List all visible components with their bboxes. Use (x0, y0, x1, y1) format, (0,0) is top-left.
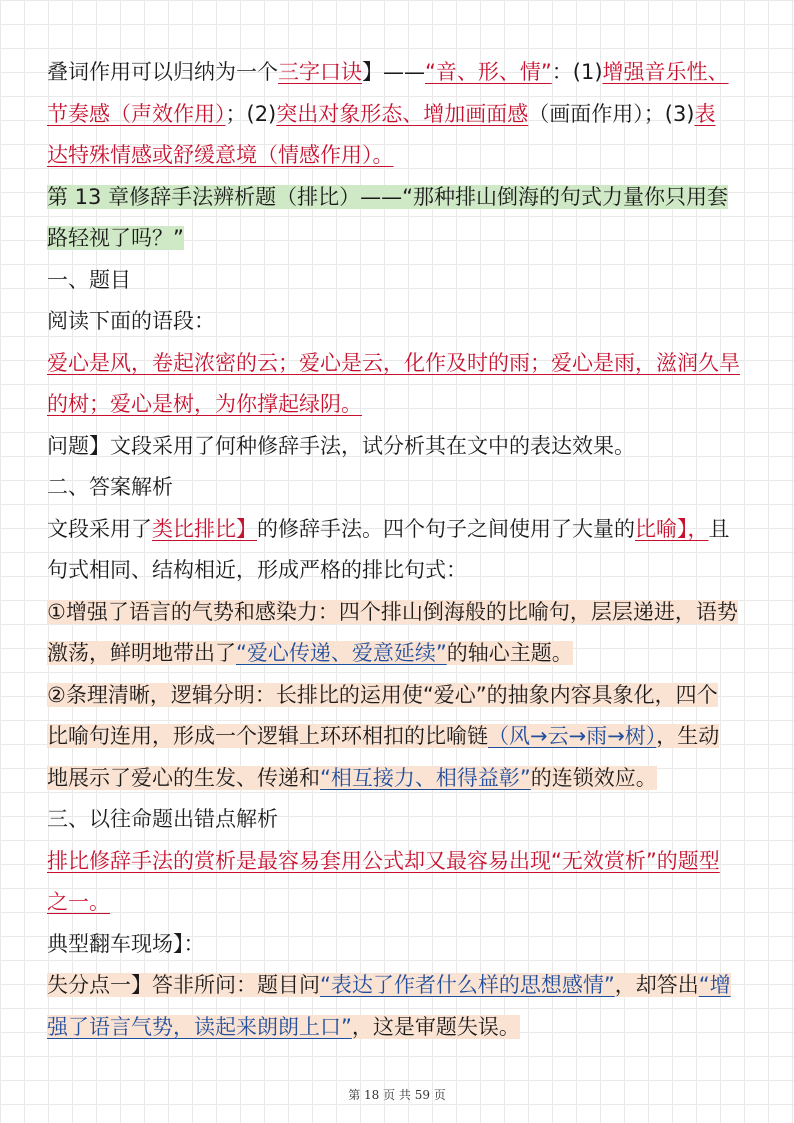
text: 地展示了爱心的生发、传递和 (47, 765, 320, 790)
text: 叠词作用可以归纳为一个 (47, 60, 278, 84)
point2-line2 (47, 716, 747, 758)
document-body (47, 52, 747, 1048)
red-underlined-text: 节奏感（声效作用） (47, 101, 226, 126)
blue-underlined-text: “爱心传递、爱意延续” (236, 641, 447, 665)
point-text: ①增强了语言的气势和感染力：四个排山倒海般的比喻句，层层递进，语势 (47, 599, 738, 624)
point2-line1 (47, 675, 747, 717)
passage-text: 爱心是风，卷起浓密的云；爱心是云，化作及时的雨；爱心是雨，滋润久旱 (47, 350, 740, 375)
chapter-heading-line1 (47, 177, 747, 219)
text: 失分点一】答非所问：题目问 (47, 973, 320, 997)
point1-line1 (47, 592, 747, 634)
blue-underlined-text: “表达了作者什么样的思想感情” (320, 973, 615, 997)
red-underlined-text: 比喻】， (635, 516, 709, 541)
text: 文段采用了 (47, 516, 152, 541)
section2-title: 二、答案解析 (47, 475, 173, 499)
p1-line2 (47, 94, 747, 136)
text: 比喻句连用，形成一个逻辑上环环相扣的比喻链 (47, 724, 488, 748)
red-underlined-text: 增强音乐性、 (602, 60, 729, 84)
loss1-line1 (47, 965, 747, 1007)
blue-underlined-text: “增 (698, 973, 731, 997)
text: ，生动 (656, 724, 720, 748)
text: 】—— (362, 60, 425, 84)
text: 且 (708, 516, 730, 541)
text: 的连锁效应。 (530, 765, 657, 790)
answer-line1 (47, 509, 747, 551)
section1-title: 一、题目 (47, 267, 131, 292)
text: ，却答出 (614, 973, 699, 997)
text: ：(1) (551, 60, 603, 84)
point-highlight (47, 973, 731, 997)
chapter-heading: 第 13 章修辞手法辨析题（排比）——“那种排山倒海的句式力量你只用套 (47, 184, 728, 209)
chapter-heading: 路轻视了吗？” (47, 226, 184, 250)
error-intro-line2 (47, 882, 747, 924)
loss1-line2 (47, 1007, 747, 1049)
text: 的修辞手法。四个句子之间使用了大量的 (257, 516, 635, 541)
point-highlight (47, 724, 719, 748)
red-underlined-text: 三字口诀 (278, 60, 362, 84)
text: （画面作用）；(3) (528, 101, 695, 126)
red-underlined-text: 类比排比】 (152, 516, 257, 541)
blue-underlined-text: “相互接力、相得益彰” (320, 765, 531, 790)
red-underlined-text: 表 (694, 101, 716, 126)
passage-text: 的树；爱心是树，为你撑起绿阴。 (47, 392, 362, 416)
red-underlined-text: 之一。 (47, 890, 110, 914)
text: ；(2) (225, 101, 277, 126)
red-underlined-text: 达特殊情感或舒缓意境（情感作用）。 (47, 143, 394, 167)
red-underlined-text: 排比修辞手法的赏析是最容易套用公式却又最容易出现“无效赏析”的题型 (47, 848, 720, 873)
p1-line1 (47, 52, 747, 94)
point-text: ②条理清晰，逻辑分明：长排比的运用使“爱心”的抽象内容具象化，四个 (47, 682, 718, 707)
passage-line1 (47, 343, 747, 385)
text: ，这是审题失误。 (351, 1014, 520, 1039)
read-prompt: 阅读下面的语段： (47, 309, 215, 333)
red-underlined-text: “音、形、情” (425, 60, 552, 84)
point-highlight (47, 1015, 520, 1039)
point-highlight (47, 641, 573, 665)
typical-heading: 典型翻车现场】： (47, 931, 205, 956)
point2-line3 (47, 758, 747, 800)
page-number: 第 18 页 共 59 页 (348, 1088, 446, 1102)
question: 问题】文段采用了何种修辞手法，试分析其在文中的表达效果。 (47, 433, 635, 458)
red-underlined-text: 突出对象形态、增加画面感 (276, 101, 529, 126)
point-highlight (47, 766, 657, 790)
text: 的轴心主题。 (446, 641, 573, 665)
error-intro-line1 (47, 841, 747, 883)
blue-underlined-text: （风→云→雨→树） (488, 724, 657, 748)
answer-line2: 句式相同、结构相近，形成严格的排比句式： (47, 558, 467, 582)
blue-underlined-text: 强了语言气势，读起来朗朗上口” (47, 1014, 352, 1039)
passage-line2 (47, 384, 747, 426)
text: 激荡，鲜明地带出了 (47, 641, 236, 665)
p1-line3 (47, 135, 747, 177)
point1-line2 (47, 633, 747, 675)
section3-title: 三、以往命题出错点解析 (47, 807, 278, 831)
chapter-heading-line2 (47, 218, 747, 260)
